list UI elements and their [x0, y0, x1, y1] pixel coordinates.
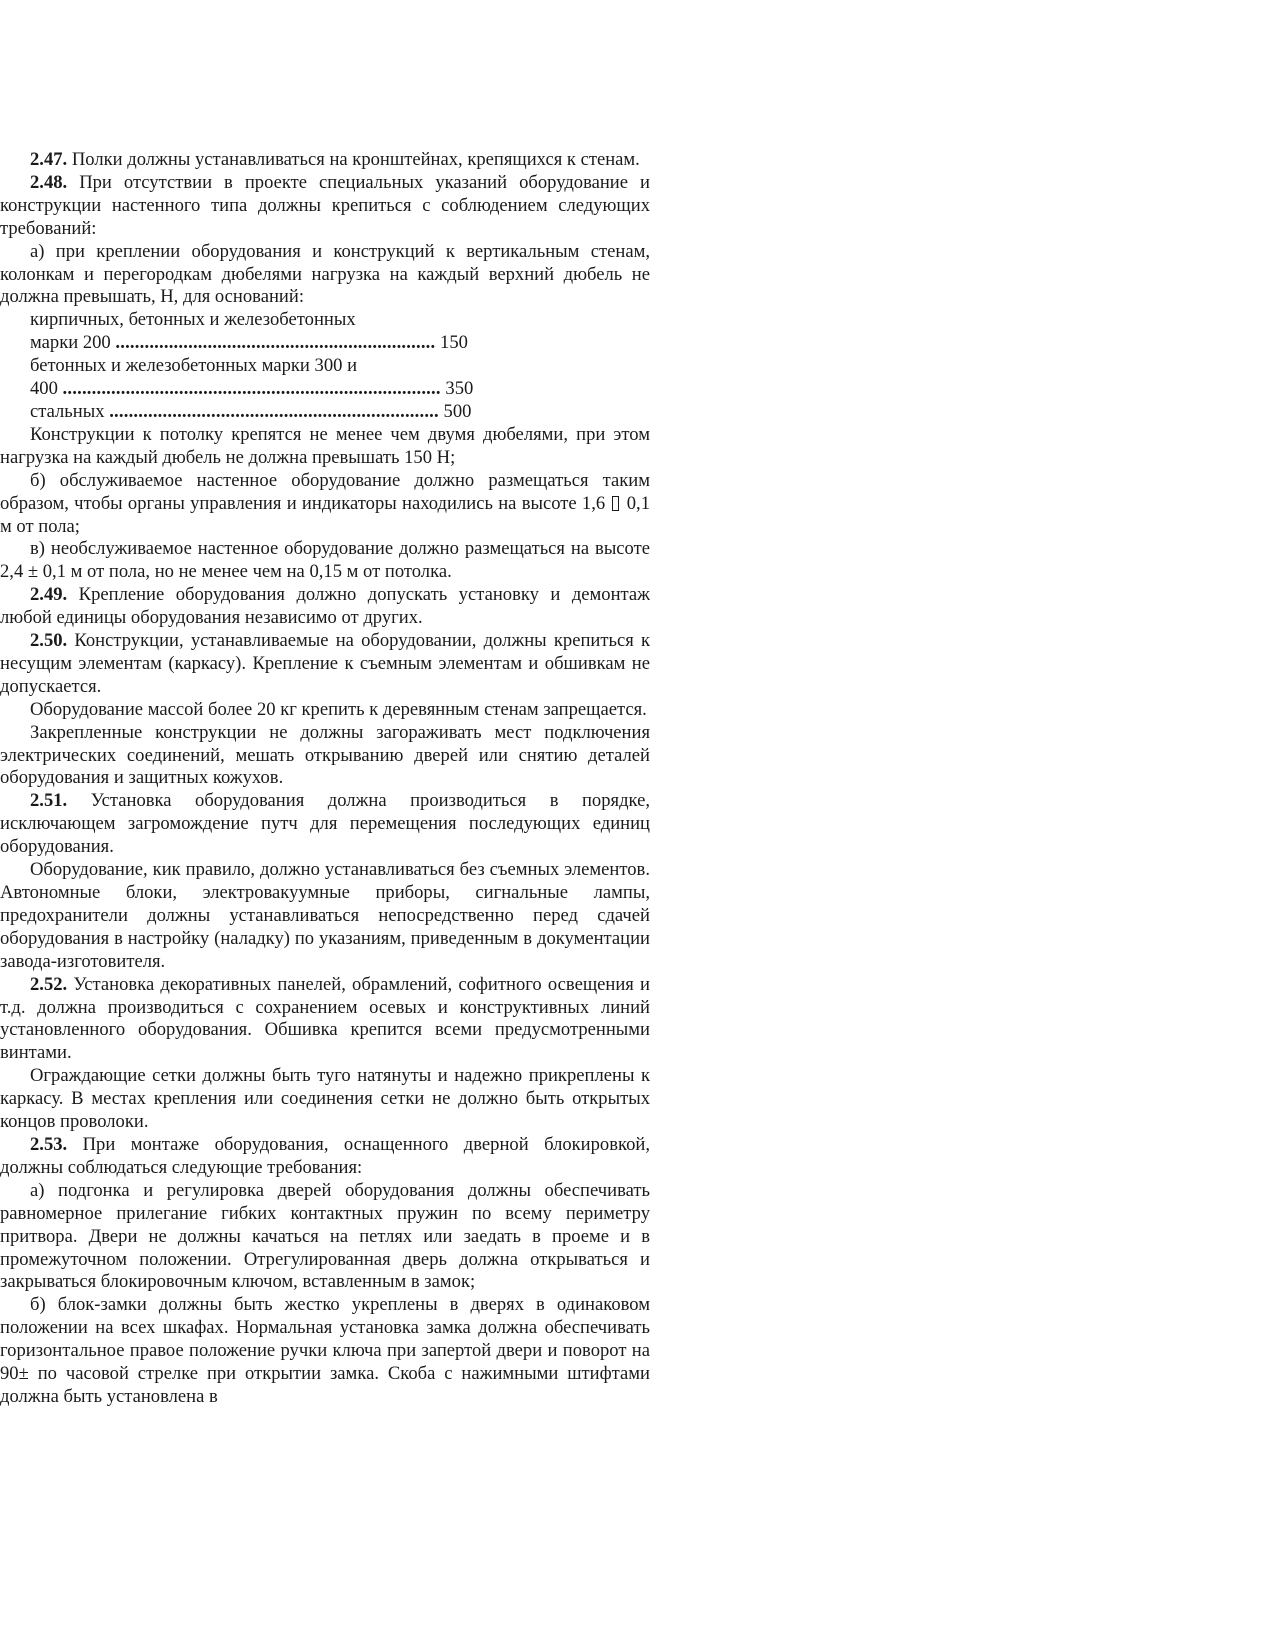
load-value: 350	[445, 378, 474, 400]
clause-number: 2.49.	[30, 584, 68, 606]
clause-text: При отсутствии в проекте специальных указаний оборудование и конструкции настенного типа должны крепиться с соблюдением следующих требований:	[0, 171, 650, 239]
clause-number: 2.53.	[30, 1133, 68, 1155]
load-row-label-line: бетонных и железобетонных марки 300 и	[30, 355, 358, 377]
leader-dots: ..................................................................	[115, 332, 436, 354]
clause-text: Оборудование, кик правило, должно устанавливаться без съемных элементов. Автономные блоки, электровакуумные приборы, сигнальные лампы, предохранители должны устанавливаться непосредственно перед сдачей оборудования в настройку (наладку) по указаниям, приведенным в документации завода-изготовителя.	[0, 859, 650, 972]
load-table	[0, 309, 650, 424]
load-label: 400	[30, 378, 58, 400]
clause-2-50	[0, 630, 650, 699]
clause-text: б) обслуживаемое настенное оборудование должно размещаться таким образом, чтобы органы управления и индикаторы находились на	[0, 469, 650, 514]
leader-dots: ....................................................................	[109, 400, 439, 422]
clause-text: 0,1 м от пола;	[0, 492, 650, 537]
clause-text: Оборудование массой более 20 кг крепить к деревянным стенам запрещается.	[30, 698, 647, 720]
clause-text: Конструкции к потолку крепятся не менее чем двумя дюбелями, при этом нагрузка на каждый дюбель не должна превышать 150 Н;	[0, 423, 650, 468]
leader-dots: ..............................................................................	[62, 378, 441, 400]
clause-2-48	[0, 172, 650, 241]
clause-text: а) подгонка и регулировка дверей оборудования должны обеспечивать равномерное прилегание гибких контактных пружин по всему периметру притвора. Двери не должны качаться на петлях или заедать в проеме и в промежуточном положении. Отрегулированная дверь должна открываться и закрываться блокировочным ключом, вставленным в замок;	[0, 1179, 650, 1293]
load-row-label-line: кирпичных, бетонных и железобетонных	[30, 309, 356, 331]
clause-number: 2.50.	[30, 630, 68, 652]
clause-number: 2.47.	[30, 149, 68, 170]
missing-glyph-box	[612, 496, 619, 511]
clause-2-51-para-2	[0, 859, 650, 974]
ceiling-mount-paragraph	[0, 424, 650, 470]
clause-text: а) при креплении оборудования и конструкций к вертикальным стенам, колонкам и перегородкам дюбелями нагрузка на каждый верхний дюбель не должна превышать, Н, для оснований:	[0, 240, 650, 308]
clause-2-49	[0, 584, 650, 630]
document-page	[0, 149, 650, 1409]
load-row-steel	[0, 401, 510, 424]
clause-text: высоте 1,6	[521, 492, 606, 514]
load-row-concrete	[0, 378, 510, 401]
clause-text: Закрепленные конструкции не должны загораживать мест подключения электрических соединений, мешать открыванию дверей или снятию деталей оборудования и защитных кожухов.	[0, 721, 650, 789]
clause-number: 2.51.	[30, 790, 68, 812]
clause-2-53-item-a	[0, 1180, 650, 1295]
clause-2-50-para-2	[0, 699, 650, 722]
load-label: марки 200	[30, 332, 111, 354]
clause-2-53	[0, 1134, 650, 1180]
clause-number: 2.48.	[30, 171, 68, 193]
clause-number: 2.52.	[30, 973, 68, 995]
clause-text: Установка оборудования должна производиться в порядке, исключающем загромождение путч для перемещения последующих единиц оборудования.	[0, 790, 651, 858]
clause-text: Конструкции, устанавливаемые на оборудовании, должны крепиться к несущим элементам (каркасу). Крепление к съемным элементам и обшивкам не допускается.	[0, 630, 651, 697]
clause-text: Установка декоративных панелей, обрамлений, софитного освещения и т.д. должна производиться с сохранением осевых и конструктивных линий установленного оборудования. Обшивка крепится всеми предусмотренными винтами.	[0, 973, 650, 1064]
clause-text: Полки должны устанавливаться на кронштейнах, крепящихся к стенам.	[71, 149, 640, 170]
clause-2-48-item-v	[0, 538, 650, 584]
clause-2-47	[0, 149, 650, 172]
load-value: 150	[440, 332, 468, 354]
clause-2-50-para-3	[0, 722, 650, 791]
clause-text: Ограждающие сетки должны быть туго натянуты и надежно прикреплены к каркасу. В местах крепления или соединения сетки не должно быть открытых концов проволоки.	[0, 1065, 650, 1133]
clause-2-51	[0, 790, 650, 859]
clause-text: б) блок-замки должны быть жестко укреплены в дверях в одинаковом положении на всех шкафах. Нормальная установка замка должна обеспечивать горизонтальное правое положение ручки ключа при запертой двери и поворот на 90± по часовой стрелке при открытии замка. Скоба с нажимными штифтами должна быть установлена в	[0, 1294, 650, 1407]
load-row-brick	[0, 332, 510, 355]
clause-text: Крепление оборудования должно допускать установку и демонтаж любой единицы оборудования независимо от других.	[0, 584, 650, 629]
clause-2-48-item-a	[0, 241, 650, 310]
clause-2-52-para-2	[0, 1065, 650, 1134]
clause-text: При монтаже оборудования, оснащенного дверной блокировкой, должны соблюдаться следующие требования:	[0, 1133, 650, 1178]
clause-2-48-item-b	[0, 470, 650, 539]
clause-2-52	[0, 974, 650, 1066]
load-value: 500	[443, 400, 472, 422]
clause-text: в) необслуживаемое настенное оборудование должно размещаться на высоте 2,4 ± 0,1 м от пола, но не менее чем на 0,15 м от потолка.	[0, 538, 650, 583]
load-label: стальных	[30, 400, 105, 422]
clause-2-53-item-b	[0, 1294, 650, 1409]
